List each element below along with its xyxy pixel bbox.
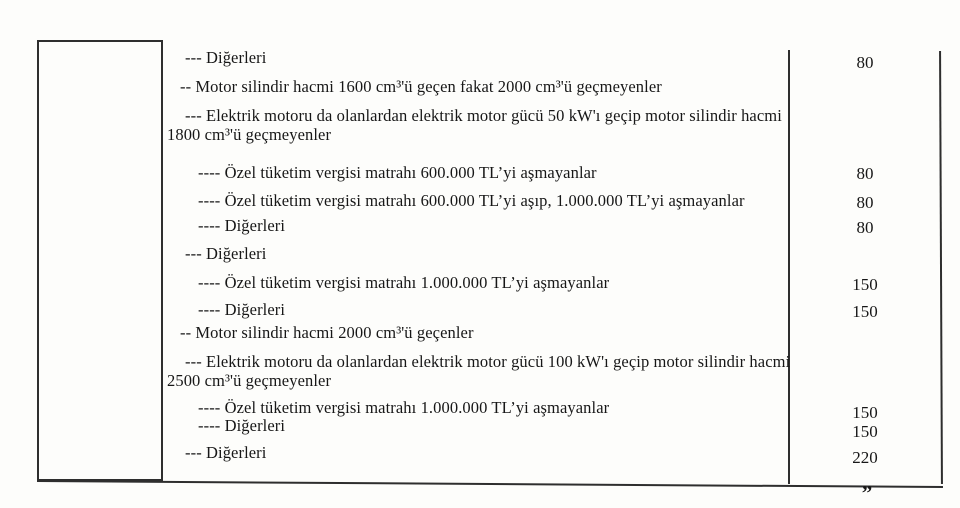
table-row-label: -- Motor silindir hacmi 1600 cm³'ü geçen fakat 2000 cm³'ü geçmeyenler <box>180 77 662 96</box>
closing-quote-mark: ” <box>861 481 873 505</box>
table-row-label: --- Diğerleri <box>185 244 267 263</box>
table-rate-value: 150 <box>852 422 878 441</box>
table-row-label: ---- Diğerleri <box>198 216 286 235</box>
table-rate-value: 80 <box>856 53 874 72</box>
table-rate-value: 220 <box>852 448 878 467</box>
table-row-label: ---- Özel tüketim vergisi matrahı 1.000.000 TL’yi aşmayanlar <box>198 398 610 417</box>
table-left-empty-cell <box>37 40 163 481</box>
table-rate-value: 150 <box>852 403 878 422</box>
table-rate-value: 80 <box>856 164 874 183</box>
table-bottom-border <box>37 480 943 488</box>
table-rate-value: 80 <box>856 193 874 212</box>
table-rate-value: 80 <box>856 218 874 237</box>
table-row-label: -- Motor silindir hacmi 2000 cm³'ü geçenler <box>180 323 474 342</box>
table-row-label: --- Diğerleri <box>185 443 267 462</box>
table-row-label: ---- Diğerleri <box>198 300 286 319</box>
table-row-label: --- Diğerleri <box>185 48 267 67</box>
table-rate-value: 150 <box>852 302 878 321</box>
table-row-label: --- Elektrik motoru da olanlardan elektrik motor gücü 100 kW'ı geçip motor silindir hacmi 2500 cm³'ü geçmeyenler <box>167 352 791 390</box>
table-rate-value: 150 <box>852 275 878 294</box>
table-row-label: ---- Özel tüketim vergisi matrahı 600.000 TL’yi aşmayanlar <box>198 163 597 182</box>
table-row-label: ---- Özel tüketim vergisi matrahı 600.000 TL’yi aşıp, 1.000.000 TL’yi aşmayanlar <box>198 191 745 210</box>
table-row-label: ---- Diğerleri <box>198 416 286 435</box>
table-row-label: --- Elektrik motoru da olanlardan elektrik motor gücü 50 kW'ı geçip motor silindir hacmi 1800 cm³'ü geçmeyenler <box>167 106 782 144</box>
table-row-label: ---- Özel tüketim vergisi matrahı 1.000.000 TL’yi aşmayanlar <box>198 273 610 292</box>
